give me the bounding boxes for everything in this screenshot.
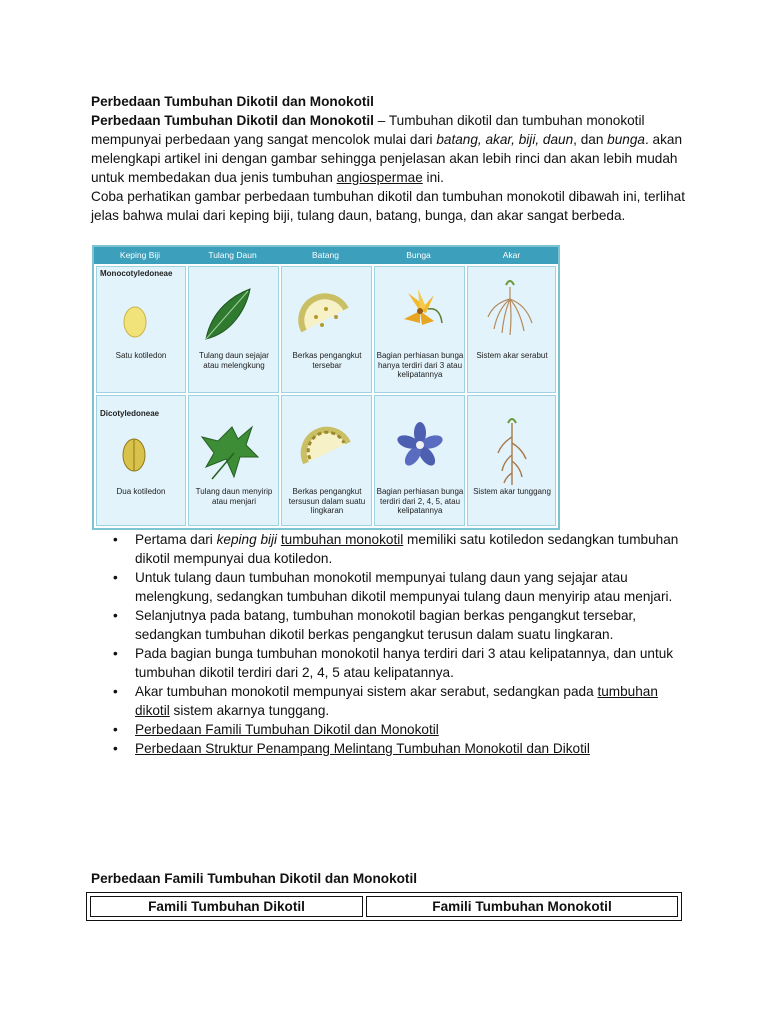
list-item (113, 720, 693, 739)
comparison-bullet-list (113, 530, 693, 758)
famili-table (86, 892, 682, 921)
dico-stem-caption: Berkas pengangkut tersusun dalam suatu lingkaran (288, 487, 366, 515)
list-text: sistem akarnya tunggang. (169, 703, 330, 718)
section-title: Perbedaan Famili Tumbuhan Dikotil dan Monokotil (91, 871, 418, 886)
tumbuhan-dikotil-link[interactable]: tumbuhan dikotil (135, 684, 658, 718)
mono-seed-icon (124, 307, 146, 337)
list-item: • Pada bagian bunga tumbuhan monokotil hanya terdiri dari 3 atau kelipatannya, dan untuk tumbuhan dikotil terdiri dari 2, 4, 5 atau kelipatannya. (113, 644, 693, 682)
mono-root-caption: Sistem akar serabut (476, 351, 548, 360)
col-header-monokotil: Famili Tumbuhan Monokotil (366, 896, 678, 917)
tumbuhan-monokotil-link[interactable]: tumbuhan monokotil (280, 532, 404, 547)
intro-paragraph (91, 111, 691, 187)
list-item (113, 530, 693, 568)
mono-row-label: Monocotyledoneae (100, 269, 173, 278)
fibrous-root-icon (488, 287, 532, 335)
intro-text: – Tumbuhan dikotil dan tumbuhan monokotil mempunyai perbedaan yang sangat mencolok mulai dari (91, 113, 645, 147)
col-header-dikotil: Famili Tumbuhan Dikotil (90, 896, 363, 917)
comparison-figure (92, 245, 560, 530)
list-italic: keping biji (216, 532, 278, 547)
intro-italic-flower: bunga (607, 132, 645, 147)
dico-seed-caption: Dua kotiledon (116, 487, 166, 496)
header-keping-biji: Keping Biji (119, 250, 161, 260)
intro-text: . akan melengkapi artikel ini dengan gambar sehingga penjelasan akan lebih rinci dan akan lebih mudah untuk membedakan dua jenis tumbuhan (91, 132, 682, 185)
article-body (91, 92, 691, 225)
intro-text: ini. (422, 170, 444, 185)
header-tulang-daun: Tulang Daun (208, 250, 257, 260)
figure-intro-paragraph: Coba perhatikan gambar perbedaan tumbuhan dikotil dan tumbuhan monokotil dibawah ini, terlihat jelas bahwa mulai dari keping biji, tulang daun, batang, bunga, dan akar sangat berbeda. (91, 189, 685, 223)
mono-seed-caption: Satu kotiledon (115, 351, 167, 360)
page-title: Perbedaan Tumbuhan Dikotil dan Monokotil (91, 94, 374, 109)
list-item (113, 739, 693, 758)
dico-row-label: Dicotyledoneae (100, 409, 160, 418)
palmate-leaf-icon (202, 427, 258, 477)
header-akar: Akar (502, 250, 521, 260)
intro-lead: Perbedaan Tumbuhan Dikotil dan Monokotil (91, 113, 374, 128)
list-item: • Selanjutnya pada batang, tumbuhan monokotil bagian berkas pengangkut tersebar, sedangkan tumbuhan dikotil berkas pengangkut terusun dalam suatu lingkaran. (113, 606, 693, 644)
dico-leaf-caption: Tulang daun menyirip atau menjari (195, 487, 273, 506)
list-text: memiliki satu kotiledon sedangkan tumbuhan dikotil mempunyai dua kotiledon. (135, 532, 679, 566)
list-item: • Untuk tulang daun tumbuhan monokotil mempunyai tulang daun yang sejajar atau melengkung, sedangkan tumbuhan dikotil mempunyai tulang daun menyirip atau menjari. (113, 568, 693, 606)
dico-flower-caption: Bagian perhiasan bunga terdiri dari 2, 4, 5, atau kelipatannya (376, 487, 464, 515)
angiospermae-link[interactable]: angiospermae (336, 170, 423, 185)
five-petal-flower-icon (396, 422, 445, 468)
leaf-vein (206, 291, 248, 339)
intro-text: , dan (573, 132, 608, 147)
tap-root-icon (498, 423, 526, 485)
list-text: Akar tumbuhan monokotil mempunyai sistem akar serabut, sedangkan pada (135, 684, 598, 699)
mono-flower-caption: Bagian perhiasan bunga hanya terdiri dari 3 atau kelipatannya (376, 351, 464, 379)
intro-italic-parts: batang, akar, biji, daun (436, 132, 574, 147)
famili-link[interactable]: Perbedaan Famili Tumbuhan Dikotil dan Monokotil (135, 722, 439, 737)
list-text: Pertama dari (135, 532, 217, 547)
struktur-penampang-link[interactable]: Perbedaan Struktur Penampang Melintang Tumbuhan Monokotil dan Dikotil (135, 741, 590, 756)
mono-stem-caption: Berkas pengangkut tersebar (292, 351, 362, 370)
figure-illustrations (94, 247, 558, 528)
list-item (113, 682, 693, 720)
header-bunga: Bunga (406, 250, 431, 260)
mono-leaf-caption: Tulang daun sejajar atau melengkung (199, 351, 269, 370)
dico-root-caption: Sistem akar tunggang (473, 487, 551, 496)
header-batang: Batang (312, 250, 339, 260)
three-petal-flower-icon (404, 289, 442, 325)
